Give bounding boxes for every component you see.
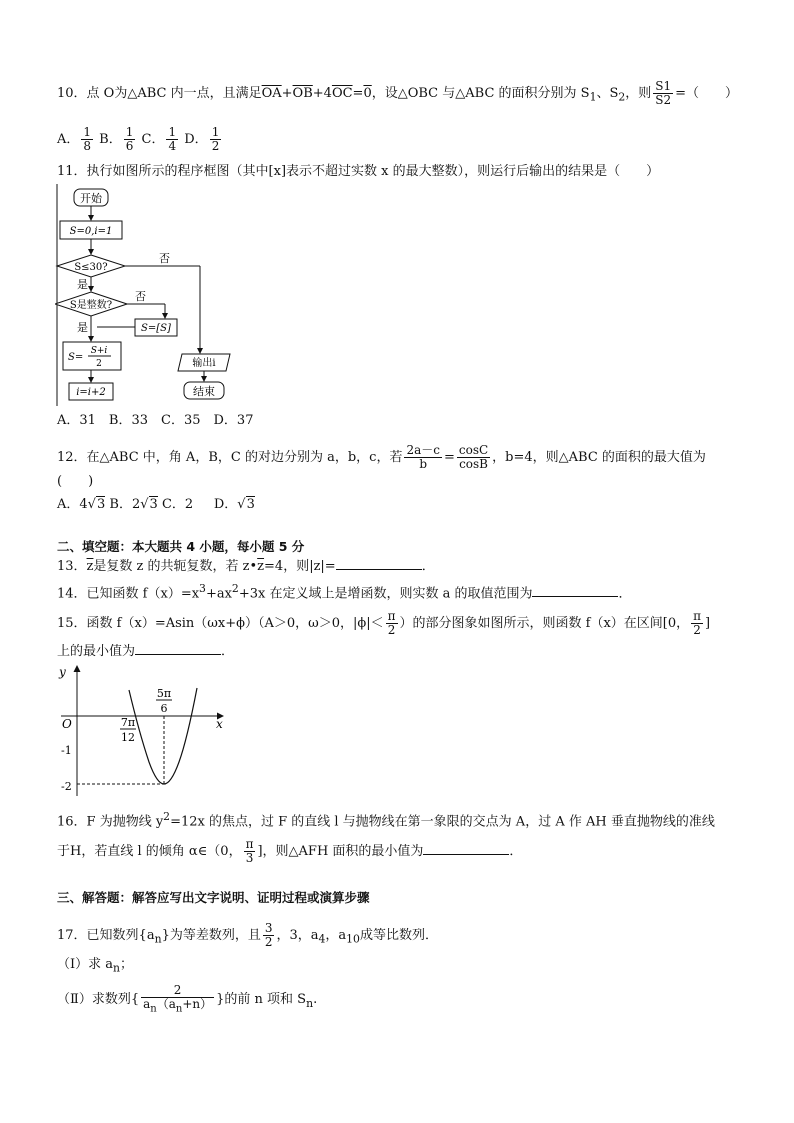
- q17-text2: }为等差数列，且: [161, 928, 261, 943]
- q13-end: ．: [421, 559, 435, 574]
- q17-part2-text: （Ⅱ）求数列{: [57, 992, 140, 1008]
- q17-den-c: +n）: [182, 997, 213, 1011]
- flow-yes2-label: 是: [77, 321, 88, 334]
- q17-part2-dot: .: [313, 992, 318, 1008]
- option-c-num: 1: [168, 125, 177, 139]
- q17-part2-den: [141, 998, 214, 1015]
- flow-start-label: 开始: [80, 192, 102, 205]
- q17-frac: [263, 922, 275, 949]
- flow-yes1-label: 是: [77, 278, 88, 291]
- q16-end: ．: [509, 844, 523, 859]
- q12-option-a-rad: 3: [96, 497, 106, 512]
- q17-part1-end: ；: [120, 957, 134, 972]
- q15-frac2-den: 2: [693, 623, 701, 637]
- q10-then: ，则: [625, 86, 652, 101]
- flow-output-label: 输出i: [192, 358, 216, 369]
- q13-prefix: 13．: [57, 559, 87, 574]
- q17-part1: [57, 956, 133, 978]
- q11-options: [57, 412, 253, 430]
- q17-den-a: a: [143, 997, 151, 1011]
- option-c-den: 4: [168, 139, 177, 153]
- q16-line2a: 于H，若直线 l 的倾角 α∈（0，: [57, 844, 242, 859]
- vector-zero: 0: [363, 86, 372, 101]
- vector-oa: $\overline{OA}$: [261, 86, 282, 101]
- q15-line2-text: 上的最小值为: [57, 644, 136, 659]
- q10-eq: =: [352, 86, 364, 101]
- vector-ob: $\overline{OB}$: [292, 86, 313, 101]
- q17-text5: 成等比数列．: [359, 928, 438, 943]
- flow-cond1-label: S≤30?: [74, 262, 108, 273]
- q15-end: ．: [221, 644, 235, 659]
- q15-line2: [57, 642, 234, 661]
- tick-x-5pi6-num: 5π: [156, 687, 172, 700]
- q15-frac2-num: π: [693, 609, 702, 623]
- flow-end-label: 结束: [193, 385, 215, 398]
- q12-suffix: ，b=4，则△ABC 的面积的最大值为: [492, 450, 706, 465]
- q16-text1: 16．F 为抛物线 y: [57, 814, 164, 830]
- q14-text2: +ax: [205, 586, 232, 602]
- q12-frac2: [457, 444, 490, 471]
- q10-end: =（ ）: [675, 86, 739, 101]
- q11-text: [57, 163, 659, 181]
- q16-frac-num: π: [245, 837, 254, 851]
- option-d-frac: [210, 126, 222, 153]
- q16-line: [57, 808, 715, 831]
- q12-frac1-num: 2a－c: [406, 443, 440, 457]
- q15-frac1-num: π: [387, 609, 396, 623]
- q13-zbar2: $\overline{z}$: [257, 559, 265, 574]
- q14-text3: +3x 在定义域上是增函数，则实数 a 的取值范围为: [238, 586, 533, 602]
- q14-answer-blank[interactable]: [532, 584, 618, 597]
- q17-frac-num: 3: [264, 921, 273, 935]
- q12-options: [57, 496, 255, 514]
- sqrt-sign: √: [237, 497, 246, 512]
- tick-y-minus2: -2: [61, 780, 72, 793]
- q16-frac-den: 3: [245, 851, 254, 865]
- q16-line2b: ]，则△AFH 面积的最小值为: [257, 844, 424, 859]
- q17-part1-sub: n: [113, 961, 121, 975]
- q12-frac1-den: b: [419, 457, 428, 471]
- q16-line2: [57, 838, 522, 865]
- flow-floor-label: S=[S]: [141, 323, 171, 334]
- q14-text1: 14．已知函数 f（x）=x: [57, 586, 200, 602]
- flow-assign-lhs: S=: [68, 352, 84, 363]
- q15-frac2: [691, 610, 703, 637]
- tick-x-7pi12-den: 12: [121, 731, 135, 744]
- flow-no1-label: 否: [159, 252, 170, 265]
- q15-frac1-den: 2: [387, 623, 396, 637]
- flow-no2-label: 否: [135, 290, 146, 303]
- q12-option-c: C．2: [161, 497, 194, 512]
- tick-x-5pi6-den: 6: [160, 702, 168, 715]
- option-b-num: 1: [125, 125, 134, 139]
- q17-den-sub2: n: [175, 1003, 183, 1015]
- q12-frac2-num: cosC: [458, 443, 489, 457]
- q16-frac: [244, 838, 256, 865]
- q12-prefix: 12．在△ABC 中，角 A，B，C 的对边分别为 a，b，c，若: [57, 450, 403, 465]
- x-axis-label: x: [216, 717, 223, 731]
- option-d-den: 2: [211, 139, 220, 153]
- q10-sub1: 1: [589, 90, 597, 104]
- flowchart: [55, 184, 235, 406]
- q12-option-b-rad: 3: [149, 497, 158, 512]
- vector-oc: $\overline{OC}$: [331, 86, 353, 101]
- option-c-frac: [166, 126, 178, 153]
- q14-end: ．: [618, 586, 632, 602]
- q17-part2-frac: [141, 984, 214, 1015]
- flow-cond2-label: S是整数?: [69, 300, 113, 311]
- q17-text1: 17．已知数列{a: [57, 928, 155, 943]
- q17-text4: ，a: [325, 928, 347, 943]
- section-3-heading: [57, 889, 370, 907]
- q12-eq: =: [443, 450, 455, 465]
- q13-zbar: $\overline{z}$: [86, 559, 94, 574]
- q10-frac-num: S1: [655, 79, 672, 93]
- q15-text1: 15．函数 f（x）=Asin（ωx+ϕ）（A＞0，ω＞0，|ϕ|＜: [57, 616, 384, 631]
- q16-answer-blank[interactable]: [423, 842, 509, 855]
- q10-text: 10．点 O为△ABC 内一点，且满足: [57, 86, 262, 101]
- q16-sup: 2: [163, 810, 171, 823]
- q15-graph: [57, 662, 237, 800]
- q10-fraction: [653, 80, 673, 107]
- q17-den-b: （a: [156, 997, 176, 1011]
- q13-mid: 是复数 z 的共轭复数，若 z•: [93, 559, 258, 574]
- q17-part2-num: 2: [141, 984, 214, 998]
- option-b-letter: B．: [99, 132, 122, 147]
- q17-frac-den: 2: [264, 935, 273, 949]
- q15-line: [57, 610, 710, 637]
- y-axis-label: y: [59, 665, 66, 679]
- q16-text2: =12x 的焦点，过 F 的直线 l 与抛物线在第一象限的交点为 A，过 A 作 AH 垂直抛物线的准线: [170, 814, 715, 830]
- q12-paren: [57, 473, 93, 491]
- option-a-frac: [81, 126, 93, 153]
- origin-label: O: [62, 717, 72, 731]
- q17-part2: [57, 984, 317, 1015]
- q15-text2: ）的部分图象如图所示，则函数 f（x）在区间[0，: [399, 616, 690, 631]
- option-a-den: 8: [83, 139, 92, 153]
- q12-option-d-rad: 3: [246, 497, 255, 512]
- sqrt-sign: √: [140, 497, 149, 512]
- q10-line: [57, 80, 738, 107]
- option-b-den: 6: [125, 139, 134, 153]
- q14-line: [57, 580, 631, 603]
- tick-y-minus1: -1: [61, 744, 72, 757]
- section-3-title: 三、解答题：解答应写出文字说明、证明过程或演算步骤: [57, 890, 370, 905]
- q10-mid: ，设△OBC 与△ABC 的面积分别为 S: [371, 86, 590, 101]
- flow-assign-den: 2: [96, 359, 102, 369]
- q17-sub4: 4: [318, 932, 326, 946]
- flow-init-label: S=0,i=1: [69, 226, 113, 237]
- option-d-num: 1: [211, 125, 220, 139]
- option-d-letter: D．: [184, 132, 208, 147]
- q11-question: 11．执行如图所示的程序框图（其中[x]表示不超过实数 x 的最大整数），则运行后输出的结果是（ ）: [57, 164, 660, 179]
- q12-frac2-den: cosB: [459, 457, 488, 471]
- q13-suffix: =4，则|z|=: [264, 559, 336, 574]
- q15-frac1: [386, 610, 398, 637]
- q13-answer-blank[interactable]: [336, 557, 422, 570]
- q10-options: [57, 126, 223, 153]
- q10-plus: +: [281, 86, 293, 101]
- q10-frac-den: S2: [655, 93, 672, 107]
- q15-answer-blank[interactable]: [135, 642, 221, 655]
- q12-option-a: A．4: [57, 497, 88, 512]
- option-a-num: 1: [83, 125, 92, 139]
- option-a-letter: A．: [57, 132, 80, 147]
- section-2-heading: [57, 538, 304, 556]
- q17-sub10: 10: [346, 932, 360, 946]
- flow-incr-label: i=i+2: [76, 387, 106, 398]
- section-2-title: 二、填空题：本大题共 4 小题，每小题 5 分: [57, 539, 305, 554]
- q17-sub-n: n: [154, 932, 162, 946]
- q12-option-b: B．2: [109, 497, 141, 512]
- option-c-letter: C．: [141, 132, 165, 147]
- q17-text3: ，3，a: [276, 928, 319, 943]
- q15-text3: ]: [705, 616, 711, 631]
- q14-sup2: 2: [231, 582, 239, 595]
- q14-sup1: 3: [199, 582, 206, 595]
- q17-part2-end: }的前 n 项和 S: [216, 992, 307, 1008]
- q10-comma: 、S: [596, 86, 619, 101]
- q13-line: [57, 557, 435, 576]
- q12-paren-text: ( ): [57, 474, 94, 489]
- option-b-frac: [124, 126, 136, 153]
- tick-x-7pi12-num: 7π: [120, 716, 136, 729]
- q10-sub2: 2: [618, 90, 626, 104]
- flow-assign-num: S+i: [90, 346, 108, 356]
- sqrt-sign: √: [87, 497, 96, 512]
- q17-part1-text: （Ⅰ）求 a: [57, 957, 114, 972]
- q17-line: [57, 922, 438, 949]
- q17-part2-sub: n: [306, 996, 314, 1010]
- q10-plus4: +4: [312, 86, 332, 101]
- q11-options-text: A．31 B．33 C．35 D．37: [57, 413, 254, 428]
- q17-den-sub: n: [150, 1003, 157, 1015]
- q12-frac1: [404, 444, 442, 471]
- q12-line: [57, 444, 706, 471]
- q12-option-d: D．: [213, 497, 238, 512]
